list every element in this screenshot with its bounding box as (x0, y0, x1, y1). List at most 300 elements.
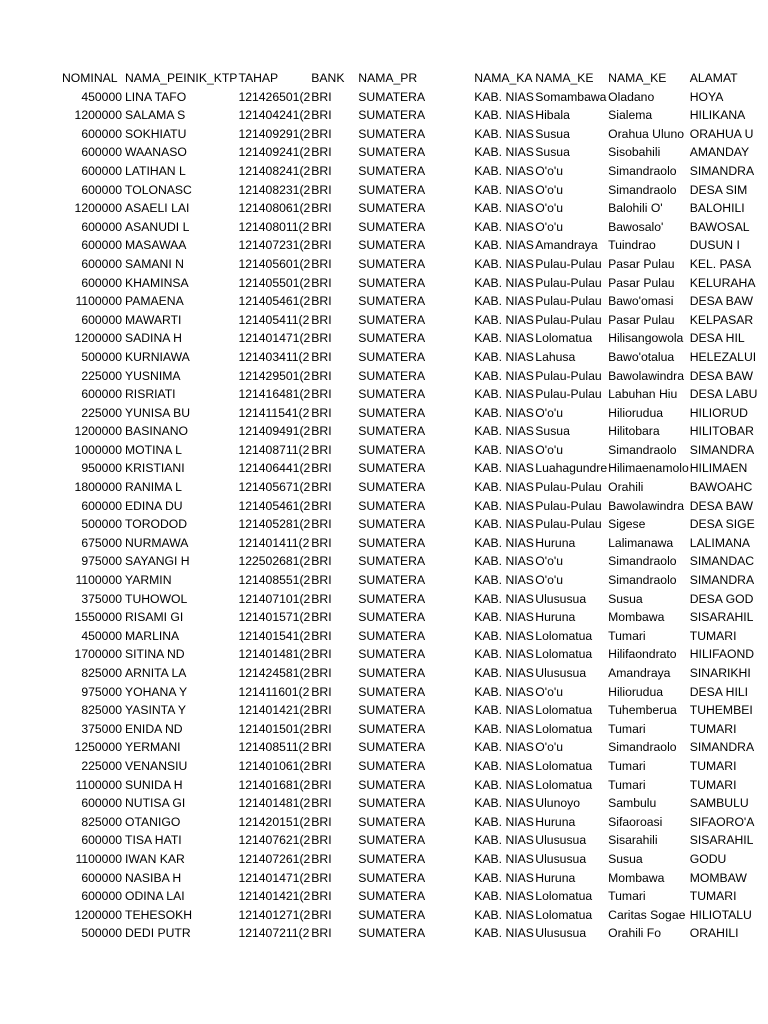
kecamatan-cell[interactable]: Lolomatua (535, 907, 593, 922)
ktp-cell[interactable]: 121401681 (238, 777, 300, 792)
kabupaten-cell[interactable]: KAB. NIAS (474, 666, 534, 680)
alamat-cell[interactable]: AMANDAY (689, 145, 750, 160)
tahap-cell[interactable]: (2 (299, 368, 311, 383)
nominal-cell[interactable]: 1550000 (74, 610, 122, 625)
provinsi-cell[interactable]: SUMATERA (358, 89, 426, 104)
bank-cell[interactable]: BRI (311, 256, 332, 271)
kabupaten-cell[interactable]: KAB. NIAS (474, 740, 534, 755)
tahap-cell[interactable]: (2 (299, 796, 311, 811)
ktp-cell[interactable]: 121406441 (238, 461, 300, 476)
kecamatan-cell[interactable]: O'o'u (535, 684, 563, 699)
nominal-cell[interactable]: 600000 (81, 796, 122, 811)
name-cell[interactable]: YOHANA Y (125, 684, 188, 699)
tahap-cell[interactable]: (2 (299, 610, 311, 625)
alamat-cell[interactable]: SIMANDAC (689, 554, 755, 569)
name-cell[interactable]: YUNISA BU (125, 405, 191, 420)
provinsi-cell[interactable]: SUMATERA (358, 647, 426, 662)
bank-cell[interactable]: BRI (311, 610, 332, 625)
ktp-cell[interactable]: 121407101 (238, 591, 300, 606)
kabupaten-cell[interactable]: KAB. NIAS (474, 442, 534, 457)
ktp-cell[interactable]: 121408551 (238, 573, 300, 588)
provinsi-cell[interactable]: SUMATERA (358, 480, 426, 495)
name-cell[interactable]: OTANIGO (125, 814, 181, 829)
nominal-cell[interactable]: 375000 (81, 721, 122, 736)
ktp-cell[interactable]: 121424581 (238, 666, 300, 680)
header-alamat[interactable]: ALAMAT (689, 71, 738, 85)
kabupaten-cell[interactable]: KAB. NIAS (474, 182, 534, 197)
header-nama-ka[interactable]: NAMA_KA (474, 71, 533, 85)
kelurahan-cell[interactable]: Amandraya (608, 666, 671, 680)
tahap-cell[interactable]: (2 (299, 182, 311, 197)
nominal-cell[interactable]: 1100000 (75, 573, 122, 588)
bank-cell[interactable]: BRI (311, 684, 332, 699)
bank-cell[interactable]: BRI (311, 554, 332, 569)
ktp-cell[interactable]: 121407261 (238, 851, 300, 866)
ktp-cell[interactable]: 121411601 (238, 684, 299, 699)
kelurahan-cell[interactable]: Hilitobara (608, 424, 660, 439)
kabupaten-cell[interactable]: KAB. NIAS (474, 851, 534, 866)
kecamatan-cell[interactable]: Ulususua (535, 666, 587, 680)
alamat-cell[interactable]: SIMANDRA (689, 442, 755, 457)
nominal-cell[interactable]: 1200000 (74, 424, 122, 439)
bank-cell[interactable]: BRI (311, 573, 332, 588)
provinsi-cell[interactable]: SUMATERA (358, 628, 426, 643)
nominal-cell[interactable]: 500000 (81, 349, 122, 364)
bank-cell[interactable]: BRI (311, 851, 332, 866)
tahap-cell[interactable]: (2 (299, 907, 311, 922)
alamat-cell[interactable]: DESA SIM (689, 182, 748, 197)
tahap-cell[interactable]: (2 (299, 424, 311, 439)
header-nama-ke-1[interactable]: NAMA_KE (535, 71, 594, 85)
kabupaten-cell[interactable]: KAB. NIAS (474, 758, 534, 773)
kabupaten-cell[interactable]: KAB. NIAS (474, 312, 534, 327)
kelurahan-cell[interactable]: Simandraolo (608, 163, 677, 178)
kecamatan-cell[interactable]: Pulau-Pulau (535, 387, 602, 402)
ktp-cell[interactable]: 121416481 (238, 387, 300, 402)
nominal-cell[interactable]: 600000 (81, 889, 122, 904)
kelurahan-cell[interactable]: Pasar Pulau (608, 275, 675, 290)
tahap-cell[interactable]: (2 (299, 758, 311, 773)
kelurahan-cell[interactable]: Sifaoroasi (608, 814, 663, 829)
bank-cell[interactable]: BRI (311, 312, 332, 327)
provinsi-cell[interactable]: SUMATERA (358, 498, 426, 513)
provinsi-cell[interactable]: SUMATERA (358, 145, 426, 160)
kabupaten-cell[interactable]: KAB. NIAS (474, 833, 534, 848)
name-cell[interactable]: IWAN KAR (125, 851, 185, 866)
kelurahan-cell[interactable]: Bawo'omasi (608, 294, 674, 309)
bank-cell[interactable]: BRI (311, 461, 332, 476)
nominal-cell[interactable]: 1200000 (74, 331, 122, 346)
name-cell[interactable]: TOLONASC (125, 182, 192, 197)
kecamatan-cell[interactable]: Pulau-Pulau (535, 256, 602, 271)
provinsi-cell[interactable]: SUMATERA (358, 740, 426, 755)
alamat-cell[interactable]: KELURAHA (689, 275, 756, 290)
name-cell[interactable]: SUNIDA H (125, 777, 183, 792)
kecamatan-cell[interactable]: Pulau-Pulau (535, 275, 602, 290)
alamat-cell[interactable]: HILIMAEN (689, 461, 748, 476)
kecamatan-cell[interactable]: Lolomatua (535, 721, 593, 736)
name-cell[interactable]: EDINA DU (125, 498, 183, 513)
kabupaten-cell[interactable]: KAB. NIAS (474, 870, 534, 885)
bank-cell[interactable]: BRI (311, 647, 332, 662)
kelurahan-cell[interactable]: Bawosalo' (608, 219, 664, 234)
bank-cell[interactable]: BRI (311, 833, 332, 848)
kecamatan-cell[interactable]: Lolomatua (535, 647, 593, 662)
name-cell[interactable]: KRISTIANI (125, 461, 185, 476)
tahap-cell[interactable]: (2 (299, 480, 311, 495)
alamat-cell[interactable]: TUMARI (689, 777, 737, 792)
alamat-cell[interactable]: KELPASAR (689, 312, 754, 327)
provinsi-cell[interactable]: SUMATERA (358, 108, 426, 123)
alamat-cell[interactable]: TUMARI (689, 721, 737, 736)
kelurahan-cell[interactable]: Mombawa (608, 870, 665, 885)
alamat-cell[interactable]: HILIFAOND (689, 647, 755, 662)
tahap-cell[interactable]: (2 (299, 591, 311, 606)
kecamatan-cell[interactable]: Pulau-Pulau (535, 294, 602, 309)
bank-cell[interactable]: BRI (311, 740, 332, 755)
ktp-cell[interactable]: 121405461 (238, 498, 300, 513)
bank-cell[interactable]: BRI (311, 163, 332, 178)
provinsi-cell[interactable]: SUMATERA (358, 405, 426, 420)
nominal-cell[interactable]: 1250000 (74, 740, 122, 755)
kelurahan-cell[interactable]: Mombawa (608, 610, 665, 625)
kabupaten-cell[interactable]: KAB. NIAS (474, 368, 534, 383)
tahap-cell[interactable]: (2 (299, 721, 311, 736)
alamat-cell[interactable]: MOMBAW (689, 870, 747, 885)
provinsi-cell[interactable]: SUMATERA (358, 703, 426, 718)
provinsi-cell[interactable]: SUMATERA (358, 312, 426, 327)
kecamatan-cell[interactable]: Lolomatua (535, 777, 593, 792)
kecamatan-cell[interactable]: Huruna (535, 535, 576, 550)
nominal-cell[interactable]: 975000 (81, 684, 122, 699)
name-cell[interactable]: TISA HATI (125, 833, 182, 848)
name-cell[interactable]: SITINA ND (125, 647, 185, 662)
bank-cell[interactable]: BRI (311, 777, 332, 792)
tahap-cell[interactable]: (2 (299, 331, 311, 346)
nominal-cell[interactable]: 600000 (81, 870, 122, 885)
kabupaten-cell[interactable]: KAB. NIAS (474, 517, 534, 532)
kelurahan-cell[interactable]: Orahili (608, 480, 644, 495)
kabupaten-cell[interactable]: KAB. NIAS (474, 108, 534, 123)
kabupaten-cell[interactable]: KAB. NIAS (474, 684, 534, 699)
bank-cell[interactable]: BRI (311, 703, 332, 718)
tahap-cell[interactable]: (2 (299, 201, 311, 216)
kelurahan-cell[interactable]: Tumari (608, 758, 646, 773)
nominal-cell[interactable]: 1200000 (74, 907, 122, 922)
kecamatan-cell[interactable]: Ulususua (535, 833, 587, 848)
kecamatan-cell[interactable]: Hibala (535, 108, 570, 123)
bank-cell[interactable]: BRI (311, 294, 332, 309)
tahap-cell[interactable]: (2 (299, 870, 311, 885)
header-nama-pr[interactable]: NAMA_PR (358, 71, 418, 85)
name-cell[interactable]: SALAMA S (125, 108, 186, 123)
kabupaten-cell[interactable]: KAB. NIAS (474, 610, 534, 625)
ktp-cell[interactable]: 121404241 (238, 108, 300, 123)
tahap-cell[interactable]: (2 (298, 219, 310, 234)
ktp-cell[interactable]: 121401421 (238, 889, 300, 904)
kecamatan-cell[interactable]: Lolomatua (535, 331, 593, 346)
name-cell[interactable]: TEHESOKH (125, 907, 193, 922)
kecamatan-cell[interactable]: O'o'u (535, 219, 563, 234)
provinsi-cell[interactable]: SUMATERA (358, 387, 426, 402)
bank-cell[interactable]: BRI (311, 758, 332, 773)
kelurahan-cell[interactable]: Orahua Uluno (608, 126, 685, 141)
tahap-cell[interactable]: (2 (299, 387, 311, 402)
alamat-cell[interactable]: BALOHILI (689, 201, 745, 216)
alamat-cell[interactable]: TUMARI (689, 628, 737, 643)
provinsi-cell[interactable]: SUMATERA (358, 554, 426, 569)
name-cell[interactable]: KHAMINSA (125, 275, 189, 290)
ktp-cell[interactable]: 121405671 (238, 480, 300, 495)
provinsi-cell[interactable]: SUMATERA (358, 573, 426, 588)
name-cell[interactable]: YARMIN (125, 573, 172, 588)
alamat-cell[interactable]: SIMANDRA (689, 573, 755, 588)
alamat-cell[interactable]: SIMANDRA (689, 163, 755, 178)
provinsi-cell[interactable]: SUMATERA (358, 610, 426, 625)
ktp-cell[interactable]: 121408231 (238, 182, 300, 197)
nominal-cell[interactable]: 450000 (81, 89, 122, 104)
nominal-cell[interactable]: 600000 (81, 387, 122, 402)
tahap-cell[interactable]: (2 (299, 833, 311, 848)
kabupaten-cell[interactable]: KAB. NIAS (474, 926, 534, 941)
kecamatan-cell[interactable]: Ulususua (535, 926, 587, 941)
alamat-cell[interactable]: DESA SIGE (689, 517, 755, 532)
kelurahan-cell[interactable]: Simandraolo (608, 554, 677, 569)
kelurahan-cell[interactable]: Susua (608, 591, 643, 606)
provinsi-cell[interactable]: SUMATERA (358, 331, 426, 346)
kabupaten-cell[interactable]: KAB. NIAS (474, 591, 534, 606)
kecamatan-cell[interactable]: Ulunoyo (535, 796, 581, 811)
kabupaten-cell[interactable]: KAB. NIAS (474, 480, 534, 495)
nominal-cell[interactable]: 825000 (81, 814, 122, 829)
name-cell[interactable]: RISRIATI (125, 387, 176, 402)
kelurahan-cell[interactable]: Hilifaondrato (608, 647, 677, 662)
ktp-cell[interactable]: 121401411 (238, 535, 299, 550)
kabupaten-cell[interactable]: KAB. NIAS (474, 126, 534, 141)
kelurahan-cell[interactable]: Simandraolo (608, 573, 677, 588)
ktp-cell[interactable]: 121411541 (238, 405, 299, 420)
ktp-cell[interactable]: 121405411 (238, 312, 299, 327)
provinsi-cell[interactable]: SUMATERA (358, 889, 426, 904)
ktp-cell[interactable]: 121408241 (238, 163, 300, 178)
provinsi-cell[interactable]: SUMATERA (358, 851, 426, 866)
name-cell[interactable]: YASINTA Y (125, 703, 186, 718)
alamat-cell[interactable]: DUSUN I (689, 238, 740, 253)
bank-cell[interactable]: BRI (311, 349, 332, 364)
kecamatan-cell[interactable]: Susua (535, 145, 570, 160)
nominal-cell[interactable]: 675000 (81, 535, 122, 550)
name-cell[interactable]: YUSNIMA (125, 368, 181, 383)
name-cell[interactable]: WAANASO (125, 145, 187, 160)
bank-cell[interactable]: BRI (311, 535, 332, 550)
nominal-cell[interactable]: 600000 (81, 833, 122, 848)
tahap-cell[interactable]: (2 (299, 256, 311, 271)
alamat-cell[interactable]: KEL. PASA (689, 256, 752, 271)
provinsi-cell[interactable]: SUMATERA (358, 684, 426, 699)
kelurahan-cell[interactable]: Simandraolo (608, 740, 677, 755)
alamat-cell[interactable]: GODU (689, 851, 727, 866)
ktp-cell[interactable]: 121409241 (238, 145, 300, 160)
alamat-cell[interactable]: HILIKANA (689, 108, 746, 123)
kecamatan-cell[interactable]: Pulau-Pulau (535, 480, 602, 495)
ktp-cell[interactable]: 121407231 (238, 238, 300, 253)
kelurahan-cell[interactable]: Tumari (608, 777, 646, 792)
kelurahan-cell[interactable]: Orahili Fo (608, 926, 661, 941)
nominal-cell[interactable]: 225000 (81, 405, 122, 420)
bank-cell[interactable]: BRI (311, 387, 332, 402)
kelurahan-cell[interactable]: Bawolawindra (608, 368, 685, 383)
kecamatan-cell[interactable]: O'o'u (535, 573, 563, 588)
tahap-cell[interactable]: (2 (299, 294, 311, 309)
alamat-cell[interactable]: DESA BAW (689, 498, 753, 513)
bank-cell[interactable]: BRI (311, 238, 332, 253)
name-cell[interactable]: ASAELI LAI (125, 201, 190, 216)
kelurahan-cell[interactable]: Sisobahili (608, 145, 661, 160)
nominal-cell[interactable]: 825000 (81, 666, 122, 680)
kelurahan-cell[interactable]: Balohili O' (608, 201, 663, 216)
nominal-cell[interactable]: 975000 (81, 554, 122, 569)
nominal-cell[interactable]: 600000 (81, 256, 122, 271)
ktp-cell[interactable]: 121405501 (238, 275, 300, 290)
nominal-cell[interactable]: 600000 (81, 498, 122, 513)
nominal-cell[interactable]: 225000 (81, 368, 122, 383)
kecamatan-cell[interactable]: O'o'u (535, 442, 563, 457)
kelurahan-cell[interactable]: Tumari (608, 721, 646, 736)
bank-cell[interactable]: BRI (311, 814, 332, 829)
tahap-cell[interactable]: (2 (299, 108, 311, 123)
header-tahap[interactable]: TAHAP (238, 71, 279, 85)
kabupaten-cell[interactable]: KAB. NIAS (474, 573, 534, 588)
nominal-cell[interactable]: 600000 (81, 238, 122, 253)
kecamatan-cell[interactable]: O'o'u (535, 740, 563, 755)
nominal-cell[interactable]: 950000 (81, 461, 122, 476)
name-cell[interactable]: TUHOWOL (125, 591, 188, 606)
bank-cell[interactable]: BRI (311, 201, 332, 216)
kabupaten-cell[interactable]: KAB. NIAS (474, 907, 534, 922)
provinsi-cell[interactable]: SUMATERA (358, 349, 426, 364)
tahap-cell[interactable]: (2 (299, 666, 311, 680)
kabupaten-cell[interactable]: KAB. NIAS (474, 424, 534, 439)
name-cell[interactable]: PAMAENA (125, 294, 184, 309)
kabupaten-cell[interactable]: KAB. NIAS (474, 405, 534, 420)
kelurahan-cell[interactable]: Pasar Pulau (608, 256, 675, 271)
bank-cell[interactable]: BRI (311, 926, 332, 941)
alamat-cell[interactable]: ORAHILI (689, 926, 739, 941)
kelurahan-cell[interactable]: Hilisangowola (608, 331, 684, 346)
ktp-cell[interactable]: 121401471 (238, 331, 300, 346)
ktp-cell[interactable]: 121401481 (238, 796, 300, 811)
alamat-cell[interactable]: HILITOBAR (689, 424, 754, 439)
bank-cell[interactable]: BRI (311, 498, 332, 513)
name-cell[interactable]: SADINA H (125, 331, 182, 346)
kelurahan-cell[interactable]: Pasar Pulau (608, 312, 675, 327)
provinsi-cell[interactable]: SUMATERA (358, 294, 426, 309)
ktp-cell[interactable]: 121420151 (238, 814, 300, 829)
alamat-cell[interactable]: DESA GOD (689, 591, 754, 606)
alamat-cell[interactable]: SINARIKHI (689, 666, 751, 680)
kelurahan-cell[interactable]: Hiliorudua (608, 684, 664, 699)
kelurahan-cell[interactable]: Labuhan Hiu (608, 387, 678, 402)
name-cell[interactable]: ODINA LAI (125, 889, 185, 904)
kabupaten-cell[interactable]: KAB. NIAS (474, 349, 534, 364)
bank-cell[interactable]: BRI (311, 219, 332, 234)
alamat-cell[interactable]: TUMARI (689, 758, 737, 773)
bank-cell[interactable]: BRI (311, 275, 332, 290)
kecamatan-cell[interactable]: Susua (535, 424, 570, 439)
provinsi-cell[interactable]: SUMATERA (358, 461, 426, 476)
bank-cell[interactable]: BRI (311, 628, 332, 643)
bank-cell[interactable]: BRI (311, 591, 332, 606)
nominal-cell[interactable]: 600000 (81, 145, 122, 160)
name-cell[interactable]: KURNIAWA (125, 349, 190, 364)
alamat-cell[interactable]: HELEZALUI (689, 349, 757, 364)
nominal-cell[interactable]: 600000 (81, 275, 122, 290)
kecamatan-cell[interactable]: O'o'u (535, 201, 563, 216)
kelurahan-cell[interactable]: Sigese (608, 517, 646, 532)
alamat-cell[interactable]: DESA BAW (689, 368, 753, 383)
kelurahan-cell[interactable]: Bawo'otalua (608, 349, 675, 364)
name-cell[interactable]: NUTISA GI (125, 796, 186, 811)
bank-cell[interactable]: BRI (311, 89, 332, 104)
kelurahan-cell[interactable]: Caritas Sogae (608, 907, 686, 922)
tahap-cell[interactable]: (2 (298, 684, 310, 699)
kecamatan-cell[interactable]: Lahusa (535, 349, 576, 364)
bank-cell[interactable]: BRI (311, 424, 332, 439)
tahap-cell[interactable]: (2 (299, 238, 311, 253)
kecamatan-cell[interactable]: Huruna (535, 814, 576, 829)
alamat-cell[interactable]: SISARAHIL (689, 833, 754, 848)
kelurahan-cell[interactable]: Sisarahili (608, 833, 658, 848)
name-cell[interactable]: MARLINA (125, 628, 180, 643)
kecamatan-cell[interactable]: O'o'u (535, 182, 563, 197)
ktp-cell[interactable]: 121408011 (238, 219, 299, 234)
name-cell[interactable]: MAWARTI (125, 312, 182, 327)
name-cell[interactable]: ARNITA LA (125, 666, 187, 680)
name-cell[interactable]: LATIHAN L (125, 163, 186, 178)
ktp-cell[interactable]: 121401571 (238, 610, 300, 625)
provinsi-cell[interactable]: SUMATERA (358, 814, 426, 829)
provinsi-cell[interactable]: SUMATERA (358, 517, 426, 532)
bank-cell[interactable]: BRI (311, 145, 332, 160)
kecamatan-cell[interactable]: Pulau-Pulau (535, 498, 602, 513)
alamat-cell[interactable]: HILIOTALU (689, 907, 752, 922)
ktp-cell[interactable]: 121401061 (238, 758, 300, 773)
nominal-cell[interactable]: 600000 (81, 163, 122, 178)
bank-cell[interactable]: BRI (311, 517, 332, 532)
ktp-cell[interactable]: 121408711 (238, 442, 299, 457)
nominal-cell[interactable]: 1100000 (75, 777, 122, 792)
kelurahan-cell[interactable]: Tumari (608, 628, 646, 643)
tahap-cell[interactable]: (2 (298, 740, 310, 755)
bank-cell[interactable]: BRI (311, 796, 332, 811)
ktp-cell[interactable]: 121429501 (238, 368, 300, 383)
kecamatan-cell[interactable]: Susua (535, 126, 570, 141)
ktp-cell[interactable]: 121409491 (238, 424, 300, 439)
alamat-cell[interactable]: DESA HILI (689, 684, 749, 699)
bank-cell[interactable]: BRI (311, 889, 332, 904)
kabupaten-cell[interactable]: KAB. NIAS (474, 331, 534, 346)
provinsi-cell[interactable]: SUMATERA (358, 256, 426, 271)
name-cell[interactable]: NASIBA H (125, 870, 182, 885)
kelurahan-cell[interactable]: Simandraolo (608, 182, 677, 197)
kecamatan-cell[interactable]: Pulau-Pulau (535, 312, 602, 327)
kabupaten-cell[interactable]: KAB. NIAS (474, 275, 534, 290)
kabupaten-cell[interactable]: KAB. NIAS (474, 498, 534, 513)
kelurahan-cell[interactable]: Susua (608, 851, 643, 866)
bank-cell[interactable]: BRI (311, 126, 332, 141)
header-nama-ke-2[interactable]: NAMA_KE (608, 71, 667, 85)
nominal-cell[interactable]: 500000 (81, 517, 122, 532)
